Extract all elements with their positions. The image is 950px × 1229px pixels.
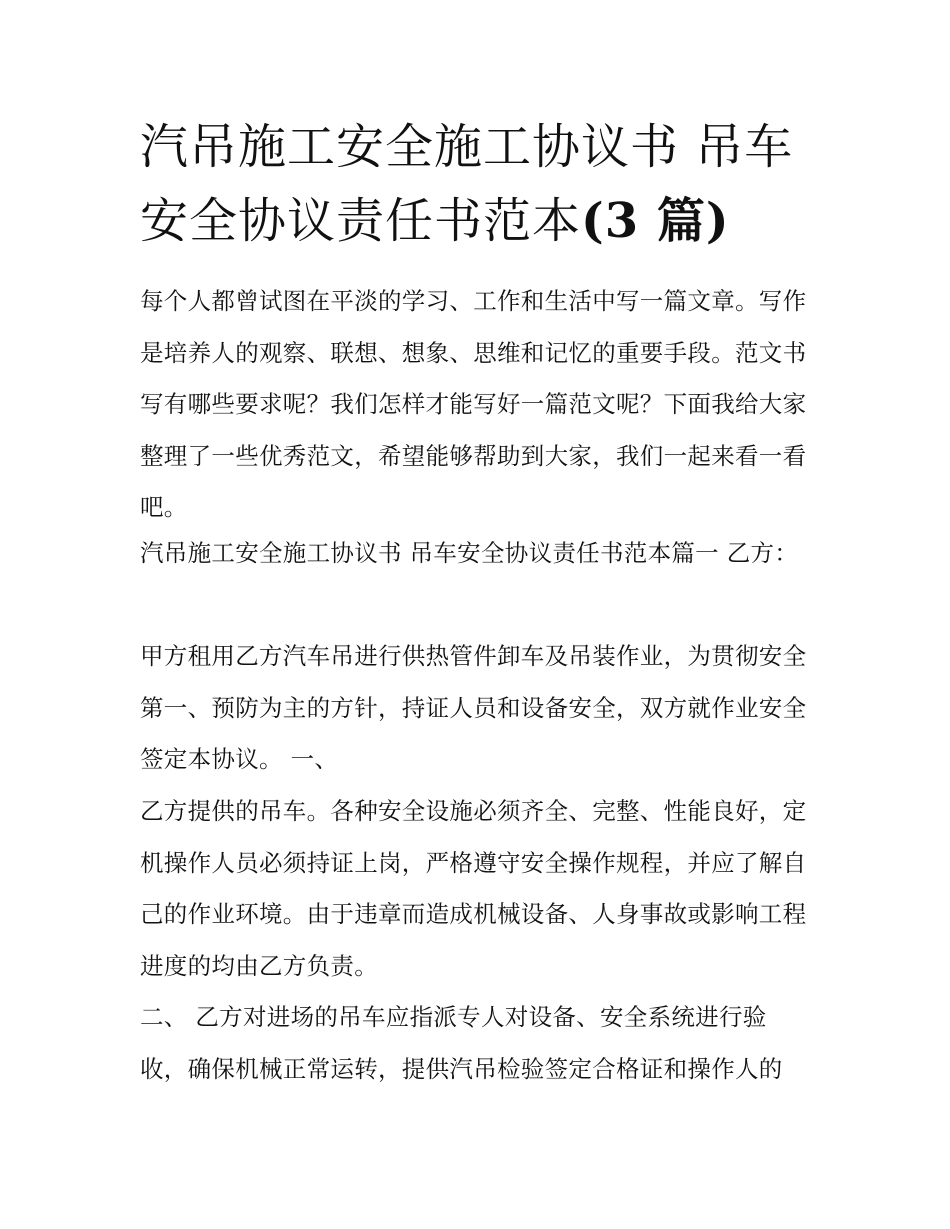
section-heading: 汽吊施工安全施工协议书 吊车安全协议责任书范本篇一 乙方： (140, 539, 799, 567)
document-title (140, 110, 820, 258)
clause-paragraph-1: 乙方提供的吊车。各种安全设施必须齐全、完整、性能良好，定机操作人员必须持证上岗，严格遵守安全操作规程，并应了解自己的作业环境。由于违章而造成机械设备、人身事故或影响工程进度的均由乙方负责。 (140, 797, 807, 980)
clause-paragraph-2: 二、 乙方对进场的吊车应指派专人对设备、安全系统进行验收，确保机械正常运转，提供汽吊检验签定合格证和操作人的 (140, 1003, 783, 1083)
title-line-1: 汽吊施工安全施工协议书 吊车 (140, 119, 794, 175)
title-line-2: 安全协议责任书范本 (140, 193, 582, 249)
clause-paragraph-preamble: 甲方租用乙方汽车吊进行供热管件卸车及吊装作业，为贯彻安全第一、预防为主的方针，持证人员和设备安全，双方就作业安全签定本协议。 一、 (140, 642, 807, 773)
intro-paragraph: 每个人都曾试图在平淡的学习、工作和生活中写一篇文章。写作是培养人的观察、联想、想象、思维和记忆的重要手段。范文书写有哪些要求呢？我们怎样才能写好一篇范文呢？下面我给大家整理了一些优秀范文，希望能够帮助到大家，我们一起来看一看吧。 (140, 287, 807, 521)
title-count: (3 篇) (581, 193, 730, 249)
